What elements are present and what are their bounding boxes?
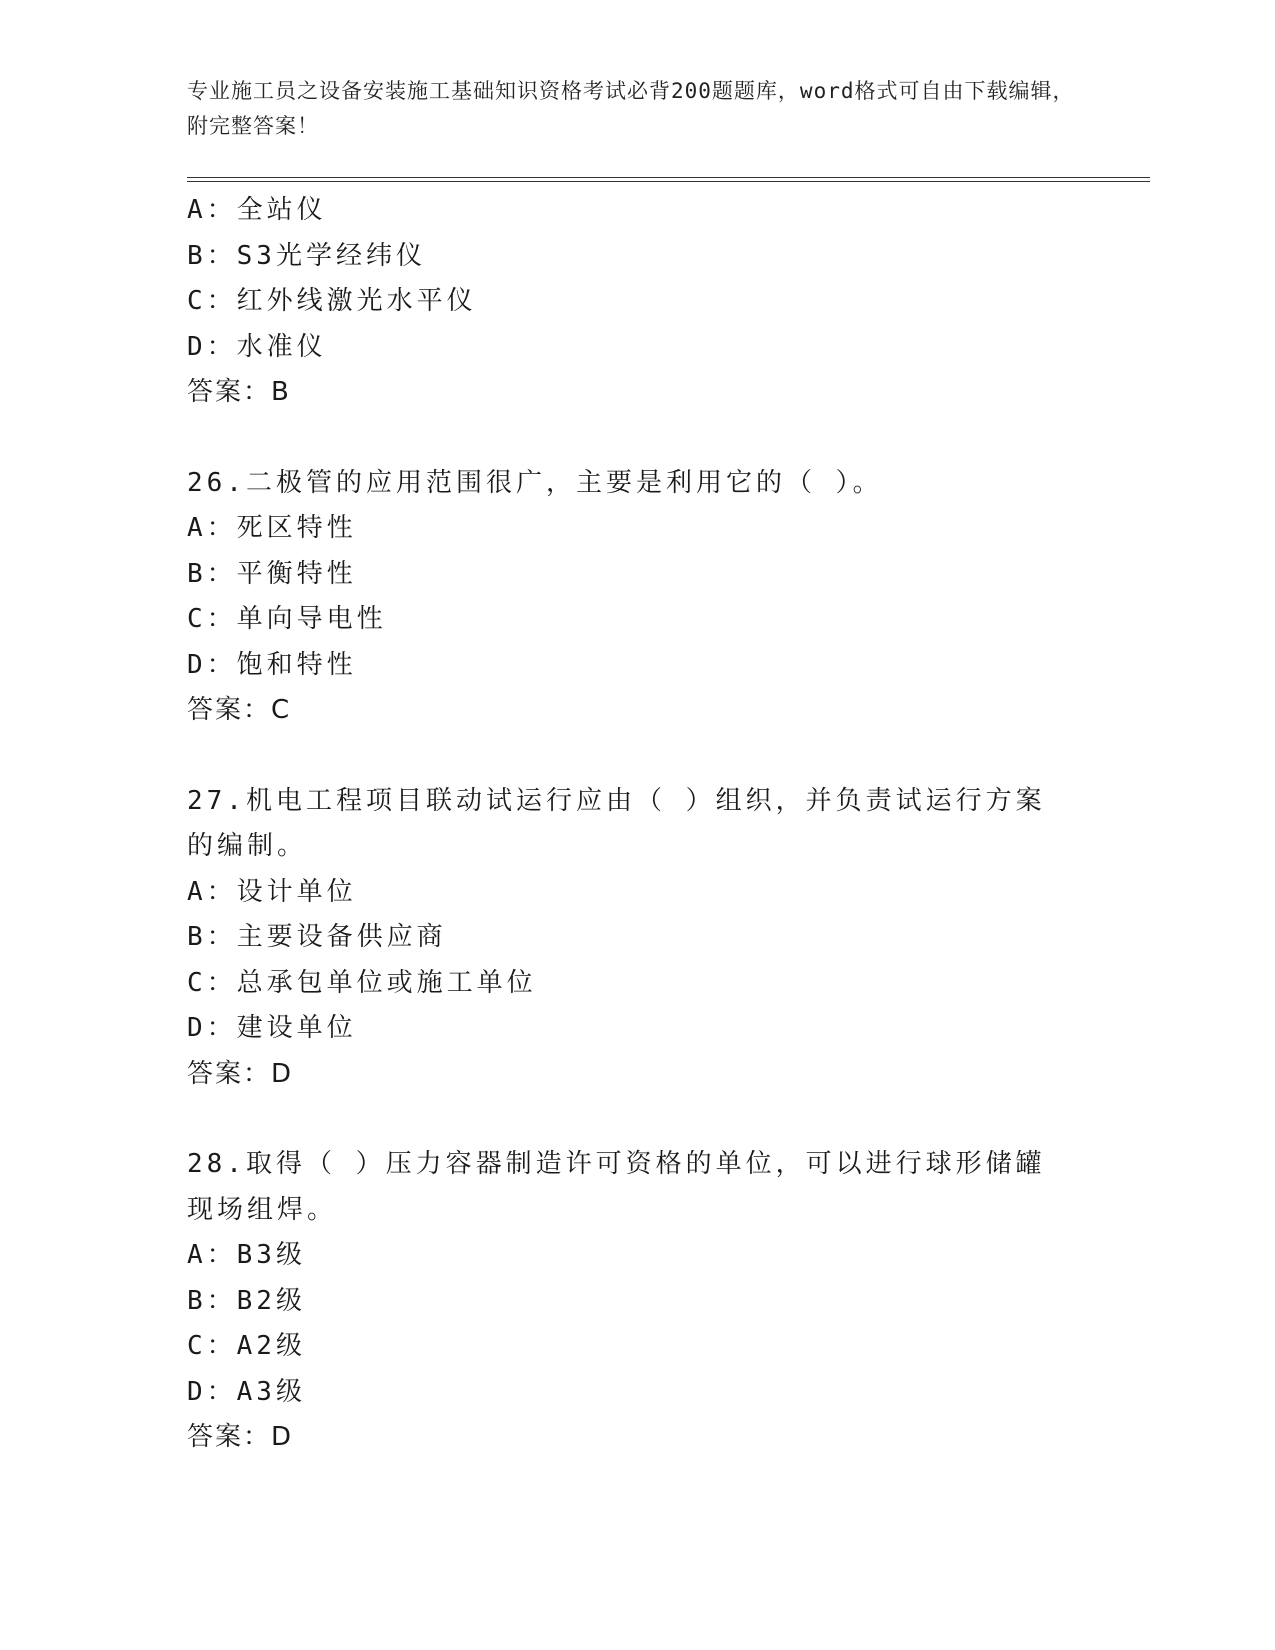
question-block-28 [187,1142,1147,1461]
option-c: C：单向导电性 [187,604,387,634]
answer-label: 答案：C [187,695,292,725]
option-d: D：饱和特性 [187,649,357,680]
answer-label: 答案：D [187,1422,294,1452]
option-d: D：A3级 [187,1376,306,1407]
option-b: B：B2级 [187,1285,306,1316]
option-b: B：S3光学经纬仪 [187,240,426,271]
option-a: A：设计单位 [187,876,357,907]
option-c: C：红外线激光水平仪 [187,286,477,316]
question-list [187,188,1147,1461]
option-b: B：主要设备供应商 [187,922,447,952]
question-block-27 [187,779,1147,1098]
question-text: 26.二极管的应用范围很广，主要是利用它的（ ）。 [187,467,883,498]
option-a: A：死区特性 [187,513,357,543]
option-c: C：总承包单位或施工单位 [187,967,537,998]
question-block-25 [187,188,1147,416]
question-text: 28.取得（ ）压力容器制造许可资格的单位，可以进行球形储罐现场组焊。 [187,1149,1046,1225]
option-d: D：水准仪 [187,331,327,362]
answer-label: 答案：D [187,1058,294,1089]
option-b: B：平衡特性 [187,558,357,589]
header-divider [187,177,1150,182]
option-a: A：全站仪 [187,195,327,225]
document-header: 专业施工员之设备安装施工基础知识资格考试必背200题题库，word格式可自由下载编辑，附完整答案！ [187,79,1075,138]
question-block-26 [187,461,1147,734]
option-d: D：建设单位 [187,1013,357,1043]
question-text: 27.机电工程项目联动试运行应由（ ）组织，并负责试运行方案的编制。 [187,785,1046,861]
answer-label: 答案：B [187,377,291,407]
option-c: C：A2级 [187,1331,306,1361]
option-a: A：B3级 [187,1240,306,1270]
